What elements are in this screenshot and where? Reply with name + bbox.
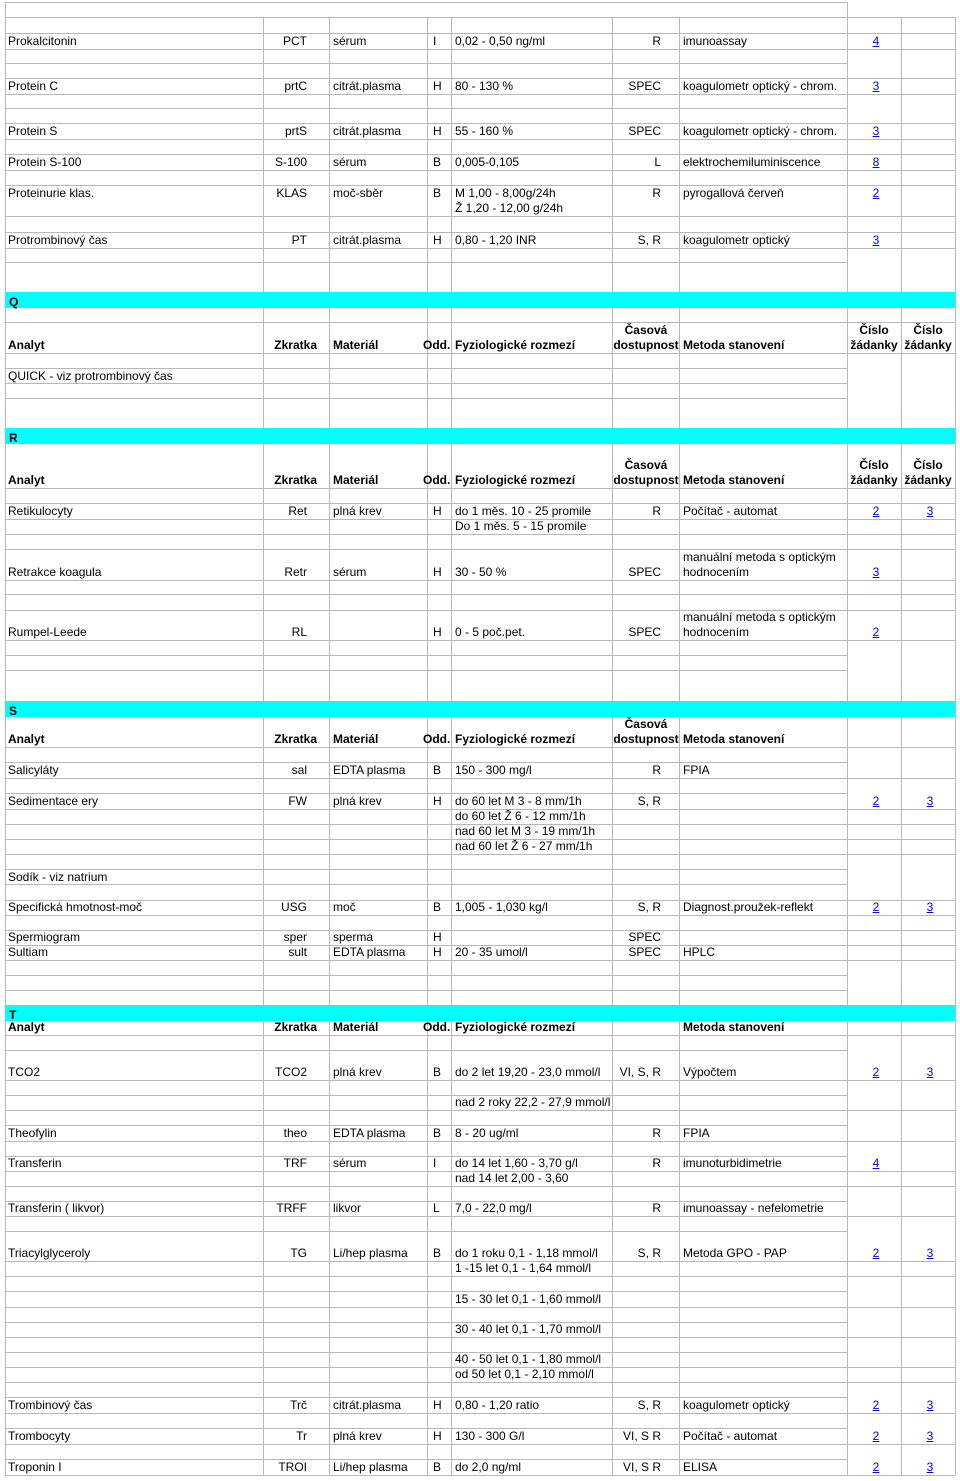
department: B xyxy=(433,900,442,914)
header-analyt: Analyt xyxy=(8,1020,45,1034)
method: Metoda GPO - PAP xyxy=(683,1246,787,1260)
reference-range: nad 60 let M 3 - 19 mm/1h xyxy=(455,824,596,838)
analyte-abbr: sult xyxy=(288,945,307,959)
request-form-link[interactable]: 3 xyxy=(872,233,880,247)
method: manuální metoda s optickým xyxy=(683,550,836,564)
material: sérum xyxy=(333,34,367,48)
analyte-name: Prokalcitonin xyxy=(8,34,77,48)
section-bar-s xyxy=(5,701,955,717)
request-form-link[interactable]: 4 xyxy=(872,1156,880,1170)
department: I xyxy=(433,1156,437,1170)
analyte-abbr: TG xyxy=(290,1246,307,1260)
material: EDTA plasma xyxy=(333,763,406,777)
method: Výpočtem xyxy=(683,1065,737,1079)
analyte-abbr: TROI xyxy=(278,1460,307,1474)
method: Diagnost.proužek-reflekt xyxy=(683,900,814,914)
department: H xyxy=(433,625,442,639)
reference-range: 8 - 20 ug/ml xyxy=(455,1126,519,1140)
request-form-link[interactable]: 3 xyxy=(872,124,880,138)
request-form-link[interactable]: 3 xyxy=(926,1429,934,1443)
header-cislo: Číslo xyxy=(913,323,943,337)
material: likvor xyxy=(333,1201,362,1215)
reference-range: 55 - 160 % xyxy=(455,124,514,138)
availability: SPEC xyxy=(628,79,661,93)
reference-range: 1 -15 let 0,1 - 1,64 mmol/l xyxy=(455,1261,592,1275)
reference-range: Ž 1,20 - 12,00 g/24h xyxy=(455,201,564,215)
reference-range: do 60 let Ž 6 - 12 mm/1h xyxy=(455,809,586,823)
section-letter: S xyxy=(9,704,18,718)
request-form-link[interactable]: 3 xyxy=(872,79,880,93)
method: ELISA xyxy=(683,1460,718,1474)
header-material: Materiál xyxy=(333,1020,379,1034)
reference-range: 40 - 50 let 0,1 - 1,80 mmol/l xyxy=(455,1352,602,1366)
department: B xyxy=(433,763,442,777)
material: citrát.plasma xyxy=(333,1398,402,1412)
reference-range: 30 - 50 % xyxy=(455,565,507,579)
method: HPLC xyxy=(683,945,716,959)
header-dostupnost: dostupnost xyxy=(613,338,679,352)
availability: VI, S R xyxy=(622,1429,661,1443)
method: FPIA xyxy=(683,1126,710,1140)
availability: VI, S R xyxy=(622,1460,661,1474)
header-metoda: Metoda stanovení xyxy=(683,732,785,746)
availability: R xyxy=(652,763,661,777)
material: sperma xyxy=(333,930,374,944)
header-odd: Odd. xyxy=(423,473,451,487)
material: plná krev xyxy=(333,1065,382,1079)
request-form-link[interactable]: 3 xyxy=(926,794,934,808)
reference-range: do 1 měs. 10 - 25 promile xyxy=(455,504,592,518)
department: H xyxy=(433,504,442,518)
analyte-abbr: Trč xyxy=(290,1398,307,1412)
reference-range: 130 - 300 G/l xyxy=(455,1429,525,1443)
analyte-name: Rumpel-Leede xyxy=(8,625,87,639)
method: imunoassay - nefelometrie xyxy=(683,1201,824,1215)
reference-range: 1,005 - 1,030 kg/l xyxy=(455,900,548,914)
analyte-name: TCO2 xyxy=(8,1065,41,1079)
material: sérum xyxy=(333,1156,367,1170)
header-zkratka: Zkratka xyxy=(274,338,317,352)
header-rozmezi: Fyziologické rozmezí xyxy=(455,732,576,746)
reference-range: do 2 let 19,20 - 23,0 mmol/l xyxy=(455,1065,601,1079)
section-bar-q xyxy=(5,292,955,308)
reference-range: nad 2 roky 22,2 - 27,9 mmol/l xyxy=(455,1095,611,1109)
request-form-link[interactable]: 2 xyxy=(872,1065,880,1079)
analyte-abbr: TCO2 xyxy=(274,1065,307,1079)
reference-range: do 60 let M 3 - 8 mm/1h xyxy=(455,794,582,808)
reference-range: 150 - 300 mg/l xyxy=(455,763,532,777)
header-zkratka: Zkratka xyxy=(274,473,317,487)
request-form-link[interactable]: 2 xyxy=(872,900,880,914)
department: H xyxy=(433,1398,442,1412)
method: Počítač - automat xyxy=(683,504,778,518)
analyte-name: Spermiogram xyxy=(8,930,81,944)
material: plná krev xyxy=(333,1429,382,1443)
section-letter: R xyxy=(9,431,18,445)
analyte-abbr: sal xyxy=(291,763,307,777)
section-bar-r xyxy=(5,428,955,444)
reference-range: 15 - 30 let 0,1 - 1,60 mmol/l xyxy=(455,1292,602,1306)
availability: R xyxy=(652,504,661,518)
header-rozmezi: Fyziologické rozmezí xyxy=(455,338,576,352)
analyte-name: Triacylglyceroly xyxy=(8,1246,91,1260)
request-form-link[interactable]: 2 xyxy=(872,625,880,639)
analyte-name: Transferin xyxy=(8,1156,62,1170)
availability: SPEC xyxy=(628,565,661,579)
availability: R xyxy=(652,1126,661,1140)
section-letter: Q xyxy=(9,295,19,309)
availability: L xyxy=(654,155,661,169)
reference-range: do 1 roku 0,1 - 1,18 mmol/l xyxy=(455,1246,598,1260)
reference-range: 0,80 - 1,20 ratio xyxy=(455,1398,540,1412)
method: manuální metoda s optickým xyxy=(683,610,836,624)
material: citrát.plasma xyxy=(333,233,402,247)
availability: VI, S, R xyxy=(619,1065,661,1079)
analyte-name: Specifická hmotnost-moč xyxy=(8,900,143,914)
method: elektrochemiluminiscence xyxy=(683,155,821,169)
analyte-abbr: Ret xyxy=(288,504,307,518)
analyte-name: Transferin ( likvor) xyxy=(8,1201,105,1215)
reference-range: 30 - 40 let 0,1 - 1,70 mmol/l xyxy=(455,1322,602,1336)
analyte-name: Protein S xyxy=(8,124,58,138)
reference-range: 20 - 35 umol/l xyxy=(455,945,528,959)
header-casova: Časová xyxy=(624,323,668,337)
department: H xyxy=(433,565,442,579)
method: koagulometr optický xyxy=(683,233,790,247)
section-bar-t xyxy=(5,1005,955,1021)
method: imunoassay xyxy=(683,34,748,48)
request-form-link[interactable]: 2 xyxy=(872,1246,880,1260)
analyte-abbr: RL xyxy=(291,625,307,639)
reference-range: 7,0 - 22,0 mg/l xyxy=(455,1201,532,1215)
material: moč-sběr xyxy=(333,186,384,200)
header-zadanky: žádanky xyxy=(850,338,898,352)
method: hodnocením xyxy=(683,565,750,579)
request-form-link[interactable]: 3 xyxy=(926,1246,934,1260)
header-zadanky: žádanky xyxy=(904,473,952,487)
material: citrát.plasma xyxy=(333,79,402,93)
request-form-link[interactable]: 2 xyxy=(872,1460,880,1474)
header-analyt: Analyt xyxy=(8,732,45,746)
request-form-link[interactable]: 4 xyxy=(872,34,880,48)
method: pyrogallová červeň xyxy=(683,186,784,200)
availability: R xyxy=(652,1156,661,1170)
header-metoda: Metoda stanovení xyxy=(683,473,785,487)
request-form-link[interactable]: 3 xyxy=(926,504,934,518)
availability: SPEC xyxy=(628,625,661,639)
header-rozmezi: Fyziologické rozmezí xyxy=(455,473,576,487)
header-odd: Odd. xyxy=(423,732,451,746)
analyte-name: Proteinurie klas. xyxy=(8,186,95,200)
section-letter: T xyxy=(9,1008,17,1022)
reference-range: 0 - 5 poč.pet. xyxy=(455,625,526,639)
availability: SPEC xyxy=(628,124,661,138)
header-metoda: Metoda stanovení xyxy=(683,338,785,352)
header-material: Materiál xyxy=(333,732,379,746)
material: EDTA plasma xyxy=(333,1126,406,1140)
reference-range: nad 60 let Ž 6 - 27 mm/1h xyxy=(455,839,593,853)
analyte-abbr: S-100 xyxy=(274,155,307,169)
header-casova: Časová xyxy=(624,458,668,472)
header-odd: Odd. xyxy=(423,338,451,352)
availability: S, R xyxy=(637,233,661,247)
header-rozmezi: Fyziologické rozmezí xyxy=(455,1020,576,1034)
method: hodnocením xyxy=(683,625,750,639)
reference-range: do 14 let 1,60 - 3,70 g/l xyxy=(455,1156,578,1170)
availability: SPEC xyxy=(628,930,661,944)
analyte-name: Protein C xyxy=(8,79,59,93)
header-dostupnost: dostupnost xyxy=(613,732,679,746)
request-form-link[interactable]: 3 xyxy=(926,1065,934,1079)
material: sérum xyxy=(333,565,367,579)
reference-range: od 50 let 0,1 - 2,10 mmol/l xyxy=(455,1367,594,1381)
department: H xyxy=(433,945,442,959)
department: H xyxy=(433,79,442,93)
header-dostupnost: dostupnost xyxy=(613,473,679,487)
analyte-abbr: TRFF xyxy=(276,1201,307,1215)
analyte-name: Troponin I xyxy=(8,1460,62,1474)
availability: S, R xyxy=(637,900,661,914)
header-zadanky: žádanky xyxy=(850,473,898,487)
department: H xyxy=(433,930,442,944)
material: EDTA plasma xyxy=(333,945,406,959)
analyte-name: Sodík - viz natrium xyxy=(8,870,108,884)
reference-range: do 2,0 ng/ml xyxy=(455,1460,522,1474)
availability: R xyxy=(652,34,661,48)
header-zkratka: Zkratka xyxy=(274,1020,317,1034)
request-form-link[interactable]: 3 xyxy=(926,1460,934,1474)
header-odd: Odd. xyxy=(423,1020,451,1034)
header-cislo: Číslo xyxy=(913,458,943,472)
method: koagulometr optický xyxy=(683,1398,790,1412)
header-cislo: Číslo xyxy=(859,323,889,337)
request-form-link[interactable]: 2 xyxy=(872,1429,880,1443)
department: B xyxy=(433,1246,442,1260)
availability: R xyxy=(652,186,661,200)
analyte-abbr: FW xyxy=(288,794,307,808)
header-analyt: Analyt xyxy=(8,473,45,487)
request-form-link[interactable]: 2 xyxy=(872,186,880,200)
header-material: Materiál xyxy=(333,473,379,487)
analyte-name: QUICK - viz protrombinový čas xyxy=(8,369,173,383)
availability: S, R xyxy=(637,1398,661,1412)
availability: SPEC xyxy=(628,945,661,959)
analyte-name: Protein S-100 xyxy=(8,155,82,169)
analyte-name: Sedimentace ery xyxy=(8,794,99,808)
analyte-abbr: prtS xyxy=(284,124,307,138)
department: H xyxy=(433,124,442,138)
header-zadanky: žádanky xyxy=(904,338,952,352)
request-form-link[interactable]: 3 xyxy=(872,565,880,579)
header-zkratka: Zkratka xyxy=(274,732,317,746)
method: koagulometr optický - chrom. xyxy=(683,79,838,93)
material: moč xyxy=(333,900,356,914)
method: Počítač - automat xyxy=(683,1429,778,1443)
department: B xyxy=(433,155,442,169)
availability: S, R xyxy=(637,794,661,808)
material: plná krev xyxy=(333,504,382,518)
header-analyt: Analyt xyxy=(8,338,45,352)
department: H xyxy=(433,794,442,808)
method: koagulometr optický - chrom. xyxy=(683,124,838,138)
request-form-link[interactable]: 8 xyxy=(872,155,880,169)
request-form-link[interactable]: 2 xyxy=(872,1398,880,1412)
reference-range: M 1,00 - 8,00g/24h xyxy=(455,186,556,200)
analyte-abbr: TRF xyxy=(283,1156,307,1170)
analyte-name: Salicyláty xyxy=(8,763,59,777)
department: L xyxy=(433,1201,440,1215)
reference-range: 0,005-0,105 xyxy=(455,155,520,169)
analyte-name: Trombinový čas xyxy=(8,1398,93,1412)
analyte-name: Protrombinový čas xyxy=(8,233,108,247)
header-casova: Časová xyxy=(624,717,668,731)
analyte-abbr: USG xyxy=(280,900,307,914)
department: B xyxy=(433,186,442,200)
department: B xyxy=(433,1460,442,1474)
analyte-name: Retikulocyty xyxy=(8,504,73,518)
availability: S, R xyxy=(637,1246,661,1260)
reference-range: 80 - 130 % xyxy=(455,79,514,93)
analyte-abbr: Tr xyxy=(296,1429,307,1443)
method: imunoturbidimetrie xyxy=(683,1156,782,1170)
department: B xyxy=(433,1126,442,1140)
analyte-abbr: Retr xyxy=(284,565,307,579)
analyte-name: Sultiam xyxy=(8,945,49,959)
request-form-link[interactable]: 2 xyxy=(872,794,880,808)
method: FPIA xyxy=(683,763,710,777)
analyte-abbr: prtC xyxy=(284,79,307,93)
reference-range: 0,80 - 1,20 INR xyxy=(455,233,537,247)
header-material: Materiál xyxy=(333,338,379,352)
department: I xyxy=(433,34,437,48)
request-form-link[interactable]: 3 xyxy=(926,900,934,914)
analyte-name: Theofylin xyxy=(8,1126,57,1140)
department: B xyxy=(433,1065,442,1079)
analyte-name: Trombocyty xyxy=(8,1429,71,1443)
material: citrát.plasma xyxy=(333,124,402,138)
header-metoda: Metoda stanovení xyxy=(683,1020,785,1034)
reference-range: 0,02 - 0,50 ng/ml xyxy=(455,34,546,48)
department: H xyxy=(433,233,442,247)
analyte-abbr: sper xyxy=(283,930,307,944)
material: Li/hep plasma xyxy=(333,1460,408,1474)
analyte-abbr: PT xyxy=(291,233,307,247)
material: plná krev xyxy=(333,794,382,808)
material: sérum xyxy=(333,155,367,169)
reference-range: Do 1 měs. 5 - 15 promile xyxy=(455,519,587,533)
reference-range: nad 14 let 2,00 - 3,60 xyxy=(455,1171,569,1185)
analyte-abbr: KLAS xyxy=(276,186,307,200)
analyte-name: Retrakce koagula xyxy=(8,565,102,579)
analyte-abbr: PCT xyxy=(283,34,307,48)
material: Li/hep plasma xyxy=(333,1246,408,1260)
analyte-abbr: theo xyxy=(283,1126,307,1140)
request-form-link[interactable]: 2 xyxy=(872,504,880,518)
availability: R xyxy=(652,1201,661,1215)
header-cislo: Číslo xyxy=(859,458,889,472)
request-form-link[interactable]: 3 xyxy=(926,1398,934,1412)
department: H xyxy=(433,1429,442,1443)
